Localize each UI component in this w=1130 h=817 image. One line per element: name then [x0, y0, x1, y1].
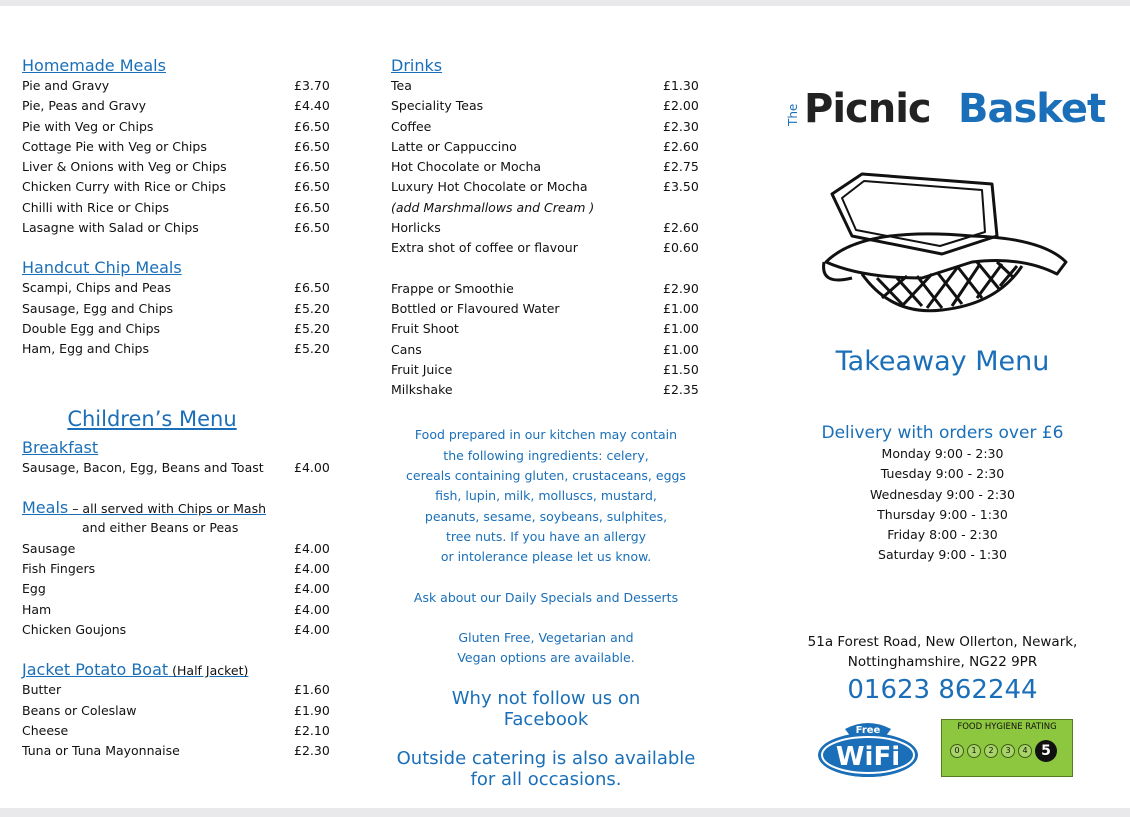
menu-item — [22, 458, 334, 478]
menu-item — [391, 76, 703, 96]
allergy-line: fish, lupin, milk, molluscs, mustard, — [435, 488, 657, 504]
menu-item — [22, 741, 334, 761]
menu-item-name: Hot Chocolate or Mocha — [391, 159, 542, 175]
drinks-list-cold — [391, 279, 703, 401]
facebook-notice — [391, 688, 701, 730]
menu-item — [391, 279, 703, 299]
menu-item-name: Frappe or Smoothie — [391, 280, 514, 296]
meals-note-2: and either Beans or Peas — [82, 519, 239, 535]
menu-item-price: £0.60 — [663, 240, 699, 256]
menu-item — [22, 137, 334, 157]
jacket-heading-line — [22, 660, 334, 680]
delivery-day: Friday 8:00 - 2:30 — [887, 527, 998, 543]
menu-item-price: £6.50 — [294, 280, 330, 296]
menu-item — [391, 380, 703, 400]
menu-item-name: Latte or Cappuccino — [391, 138, 517, 154]
menu-item-name: Butter — [22, 682, 62, 698]
delivery-day: Monday 9:00 - 2:30 — [881, 446, 1004, 461]
menu-item — [22, 579, 334, 599]
meals-note: – all served with Chips or Mash — [68, 500, 267, 516]
menu-item-price: £6.50 — [294, 199, 330, 215]
menu-item — [22, 198, 334, 218]
menu-item-name: Cottage Pie with Veg or Chips — [22, 138, 207, 154]
menu-item-name: Cheese — [22, 722, 69, 738]
delivery-day: Tuesday 9:00 - 2:30 — [880, 466, 1005, 482]
hygiene-rating-value: 5 — [1035, 740, 1057, 762]
menu-item-name: Sausage, Bacon, Egg, Beans and Toast — [22, 459, 264, 475]
drinks-note: (add Marshmallows and Cream ) — [391, 199, 595, 215]
menu-item-price: £2.35 — [663, 382, 699, 398]
menu-item-name: Sausage, Egg and Chips — [22, 300, 174, 316]
menu-item-name: Cans — [391, 341, 422, 357]
menu-item-price: £2.60 — [663, 138, 699, 154]
menu-item-price: £6.50 — [294, 179, 330, 195]
menu-item-price: £2.10 — [294, 722, 330, 738]
breakfast-list — [22, 458, 334, 478]
menu-item — [22, 157, 334, 177]
menu-item-name: Coffee — [391, 118, 432, 134]
menu-item-name: Pie and Gravy — [22, 78, 110, 93]
delivery-day: Saturday 9:00 - 1:30 — [878, 547, 1007, 563]
menu-item-name: Extra shot of coffee or flavour — [391, 240, 578, 256]
allergy-line: cereals containing gluten, crustaceans, eggs — [406, 468, 686, 484]
menu-item — [391, 218, 703, 238]
menu-item — [22, 620, 334, 640]
menu-item — [391, 299, 703, 319]
menu-item-name: Milkshake — [391, 382, 453, 398]
menu-item-price: £6.50 — [294, 138, 330, 154]
menu-item-price: £6.50 — [294, 220, 330, 236]
menu-item-name: Sausage — [22, 540, 76, 556]
food-column — [22, 56, 334, 762]
options-line: Gluten Free, Vegetarian and — [458, 629, 634, 645]
wifi-icon — [815, 719, 921, 779]
delivery-info — [770, 422, 1115, 566]
menu-item-name: Ham, Egg and Chips — [22, 341, 149, 357]
handcut-heading: Handcut Chip Meals — [22, 258, 182, 278]
menu-item-price: £1.30 — [663, 78, 699, 93]
meals-list — [22, 539, 334, 640]
menu-item-price: £6.50 — [294, 118, 330, 134]
menu-item-price: £4.00 — [294, 459, 330, 475]
menu-item-name: Beans or Coleslaw — [22, 702, 137, 718]
menu-item-price: £4.00 — [294, 561, 330, 577]
brand-the: The — [786, 103, 800, 126]
hygiene-dot: 3 — [1001, 744, 1015, 758]
allergy-line: the following ingredients: celery, — [443, 447, 649, 463]
menu-item — [391, 319, 703, 339]
menu-item-price: £5.20 — [294, 300, 330, 316]
homemade-list — [22, 76, 334, 238]
menu-item — [22, 96, 334, 116]
allergy-line: peanuts, sesame, soybeans, sulphites, — [424, 508, 668, 524]
catering-line: for all occasions. — [470, 769, 622, 791]
menu-item-name: Luxury Hot Chocolate or Mocha — [391, 179, 588, 195]
catering-line: Outside catering is also available — [396, 748, 696, 770]
drinks-column — [391, 56, 703, 790]
delivery-day: Wednesday 9:00 - 2:30 — [870, 486, 1015, 502]
menu-item-price: £2.30 — [294, 743, 330, 759]
menu-item-name: Horlicks — [391, 220, 441, 236]
address-line: Nottinghamshire, NG22 9PR — [847, 654, 1038, 670]
menu-item-price: £3.70 — [294, 78, 330, 93]
menu-item — [391, 117, 703, 137]
handcut-list — [22, 278, 334, 359]
delivery-day: Thursday 9:00 - 1:30 — [877, 506, 1008, 522]
hygiene-dot: 2 — [984, 744, 998, 758]
menu-item — [22, 339, 334, 359]
menu-item-name: Tuna or Tuna Mayonnaise — [22, 743, 180, 759]
menu-item-name: Speciality Teas — [391, 98, 484, 114]
address-line: 51a Forest Road, New Ollerton, Newark, — [807, 634, 1078, 650]
menu-item — [22, 539, 334, 559]
menu-item-price: £1.00 — [663, 341, 699, 357]
allergy-line: or intolerance please let us know. — [440, 549, 652, 565]
brand-picnic: Picnic — [804, 86, 931, 132]
menu-item-price: £4.00 — [294, 581, 330, 597]
menu-item — [391, 157, 703, 177]
menu-item-name: Bottled or Flavoured Water — [391, 300, 560, 316]
phone-number: 01623 862244 — [847, 675, 1038, 705]
breakfast-heading: Breakfast — [22, 437, 99, 457]
menu-item-name: Tea — [391, 78, 412, 93]
menu-item-name: Egg — [22, 581, 46, 597]
menu-item-name: Pie with Veg or Chips — [22, 118, 154, 134]
menu-item-price: £1.00 — [663, 300, 699, 316]
menu-item-name: Scampi, Chips and Peas — [22, 280, 171, 296]
drinks-heading: Drinks — [391, 56, 443, 75]
children-menu-title: Children’s Menu — [67, 406, 237, 431]
menu-item — [22, 177, 334, 197]
menu-item — [22, 721, 334, 741]
menu-item-name: Liver & Onions with Veg or Chips — [22, 159, 227, 175]
food-hygiene-rating-badge — [941, 719, 1073, 777]
menu-item-price: £1.60 — [294, 682, 330, 698]
allergy-notice — [391, 425, 701, 567]
menu-item-name: Chicken Goujons — [22, 622, 127, 638]
menu-item-price: £5.20 — [294, 320, 330, 336]
menu-item — [22, 117, 334, 137]
menu-item-price: £6.50 — [294, 159, 330, 175]
menu-item-price: £2.90 — [663, 280, 699, 296]
menu-item — [22, 278, 334, 298]
drinks-list-extra — [391, 218, 703, 259]
wifi-free-label: Free — [855, 725, 881, 736]
menu-item-price: £2.00 — [663, 98, 699, 114]
menu-item-name: Fruit Shoot — [391, 321, 459, 337]
drinks-list-hot — [391, 76, 703, 198]
wifi-label: WiFi — [835, 742, 901, 772]
allergy-line: tree nuts. If you have an allergy — [445, 528, 647, 544]
menu-item-price: £2.75 — [663, 159, 699, 175]
menu-item-name: Double Egg and Chips — [22, 320, 161, 336]
brand-basket: Basket — [958, 86, 1106, 132]
hygiene-title: FOOD HYGIENE RATING — [957, 722, 1057, 732]
hygiene-dot: 1 — [967, 744, 981, 758]
specials-notice: Ask about our Daily Specials and Desserts — [413, 589, 679, 605]
jacket-sub: (Half Jacket) — [168, 663, 249, 679]
menu-item-name: Fruit Juice — [391, 361, 453, 377]
catering-notice — [391, 748, 701, 790]
menu-item — [391, 360, 703, 380]
menu-item-price: £1.00 — [663, 321, 699, 337]
menu-item-price: £2.60 — [663, 220, 699, 236]
picnic-basket-icon — [822, 166, 1070, 316]
menu-item — [22, 600, 334, 620]
jacket-list — [22, 680, 334, 761]
facebook-line: Why not follow us on — [451, 688, 641, 710]
menu-item — [22, 299, 334, 319]
brand-logo — [786, 86, 1116, 136]
menu-item — [22, 76, 334, 96]
menu-item-price: £2.30 — [663, 118, 699, 134]
menu-item — [391, 96, 703, 116]
menu-item-price: £1.90 — [294, 702, 330, 718]
menu-item — [391, 340, 703, 360]
menu-item-price: £4.00 — [294, 601, 330, 617]
menu-item-price: £4.00 — [294, 622, 330, 638]
menu-item — [391, 238, 703, 258]
menu-item-name: Pie, Peas and Gravy — [22, 98, 147, 114]
hygiene-dot: 0 — [950, 744, 964, 758]
address — [770, 632, 1115, 672]
menu-item-price: £4.00 — [294, 540, 330, 556]
options-line: Vegan options are available. — [457, 650, 635, 666]
menu-item-name: Chilli with Rice or Chips — [22, 199, 170, 215]
hygiene-dot: 4 — [1018, 744, 1032, 758]
homemade-heading: Homemade Meals — [22, 56, 166, 75]
meals-heading-line — [22, 498, 334, 518]
menu-item-name: Fish Fingers — [22, 561, 96, 577]
jacket-heading: Jacket Potato Boat — [22, 660, 169, 680]
menu-item — [22, 701, 334, 721]
menu-item — [391, 137, 703, 157]
menu-item-price: £3.50 — [663, 179, 699, 195]
allergy-line: Food prepared in our kitchen may contain — [414, 427, 678, 443]
dietary-options — [391, 628, 701, 669]
menu-item-name: Chicken Curry with Rice or Chips — [22, 179, 226, 195]
takeaway-title: Takeaway Menu — [835, 346, 1050, 377]
delivery-title: Delivery with orders over £6 — [821, 423, 1064, 443]
meals-heading: Meals — [22, 497, 69, 517]
menu-item — [22, 680, 334, 700]
hygiene-scale — [942, 740, 1072, 762]
menu-item — [391, 177, 703, 197]
menu-item — [22, 319, 334, 339]
menu-sheet — [0, 6, 1130, 808]
menu-item-price: £1.50 — [663, 361, 699, 377]
menu-item-price: £5.20 — [294, 341, 330, 357]
menu-item-price: £4.40 — [294, 98, 330, 114]
delivery-hours — [770, 444, 1115, 566]
facebook-line: Facebook — [503, 709, 589, 731]
menu-item — [22, 218, 334, 238]
menu-item-name: Lasagne with Salad or Chips — [22, 220, 199, 236]
menu-item-name: Ham — [22, 601, 52, 617]
menu-item — [22, 559, 334, 579]
